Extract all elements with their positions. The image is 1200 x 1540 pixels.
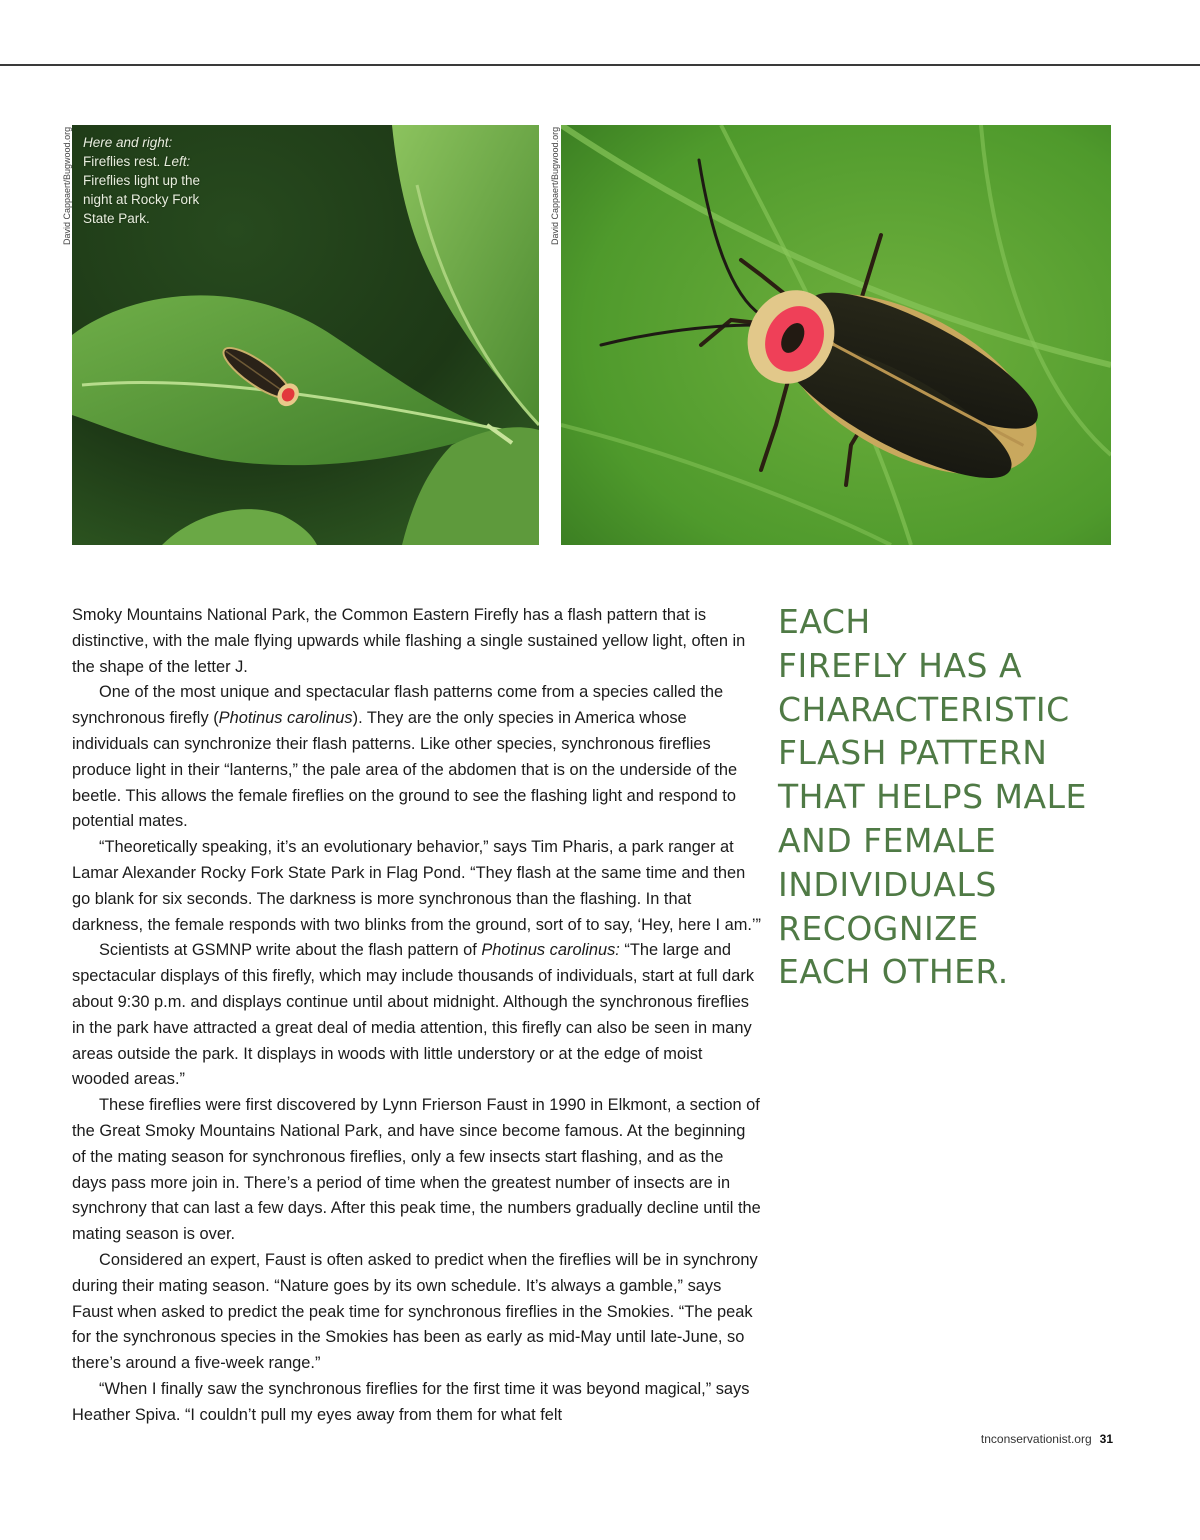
p2-text-b: ). They are the only species in America whose individuals can synchronize their flash patterns. Like other species, synchronous fireflies produce light in their “lanterns,” the pale area of the abdomen that is on the underside of the beetle. This allows the female fireflies on the ground to see the flashing light and respond to potential mates. [72,709,738,831]
caption-text-2: Fireflies light up the night at Rocky Fork State Park. [83,173,201,226]
species-name: Photinus carolinus: [481,941,620,960]
paragraph-3: “Theoretically speaking, it’s an evolutionary behavior,” says Tim Pharis, a park ranger at Lamar Alexander Rocky Fork State Park in Flag Pond. “They flash at the same time and then go blank for six seconds. The darkness is more synchronous than the flashing. In that darkness, the female responds with two blinks from the ground, sort of to say, ‘Hey, here I am.’” [72,838,762,934]
footer-site: tnconservationist.org [980,1432,1092,1446]
species-name: Photinus carolinus [218,709,353,728]
paragraph-1: Smoky Mountains National Park, the Common Eastern Firefly has a flash pattern that is distinctive, with the male flying upwards while flashing a single sustained yellow light, often in the shape of the letter J. [72,606,746,676]
pull-quote-line: CHARACTERISTIC [778,689,1070,729]
photo-credit-right: David Cappaert/Bugwood.org [550,126,560,245]
caption-lead: Here and right: [83,135,173,150]
paragraph-4 [72,938,762,1093]
caption-text-1: Fireflies rest. [83,154,161,169]
photo-credit-left: David Cappaert/Bugwood.org [62,126,72,245]
paragraph-2 [72,680,762,835]
page-number: 31 [1099,1432,1113,1446]
pull-quote-line: INDIVIDUALS [778,864,997,904]
caption-left-label: Left: [164,154,191,169]
paragraph-6: Considered an expert, Faust is often asked to predict when the fireflies will be in synchrony during their mating season. “Nature goes by its own schedule. It’s always a gamble,” says Faust when asked to predict the peak time for synchronous fireflies in the Smokies. “The peak for the synchronous species in the Smokies has been as early as mid-May until late-June, so there’s around a five-week range.” [72,1250,758,1373]
p4-text-b: “The large and spectacular displays of this firefly, which may include thousands of individuals, start at full dark about 9:30 p.m. and displays continue until about midnight. Although the synchronous fireflies in the park have attracted a great deal of media attention, this firefly can also be seen in many areas outside the park. It displays in woods with little understory or at the edge of moist wooded areas.” [72,941,755,1089]
paragraph-7: “When I finally saw the synchronous fireflies for the first time it was beyond magical,” says Heather Spiva. “I couldn’t pull my eyes away from them for what felt [72,1379,750,1424]
photo-firefly-closeup [561,125,1111,545]
pull-quote-line: THAT HELPS MALE [778,777,1087,817]
photo-caption [83,133,213,228]
pull-quote-line: FIREFLY HAS A [778,645,1023,685]
top-rule [0,64,1200,66]
p2-text-a: One of the most unique and spectacular flash patterns come from a species called the synchronous firefly ( [72,683,724,728]
page-footer [981,1432,1113,1446]
pull-quote-line: EACH OTHER. [778,952,1009,992]
pull-quote [778,600,1118,994]
p4-text-a: Scientists at GSMNP write about the flash pattern of [99,941,482,960]
pull-quote-line: RECOGNIZE [778,908,979,948]
paragraph-5: These fireflies were first discovered by Lynn Frierson Faust in 1990 in Elkmont, a section of the Great Smoky Mountains National Park, and have since become famous. At the beginning of the mating season for synchronous fireflies, only a few insects start flashing, and as the days pass more join in. There’s a period of time when the greatest number of insects are in synchrony that can last a few days. After this peak time, the numbers gradually decline until the mating season is over. [72,1096,761,1244]
pull-quote-line: FLASH PATTERN [778,733,1048,773]
pull-quote-line: AND FEMALE [778,820,997,860]
pull-quote-line: EACH [778,602,871,641]
article-body [72,603,762,1429]
